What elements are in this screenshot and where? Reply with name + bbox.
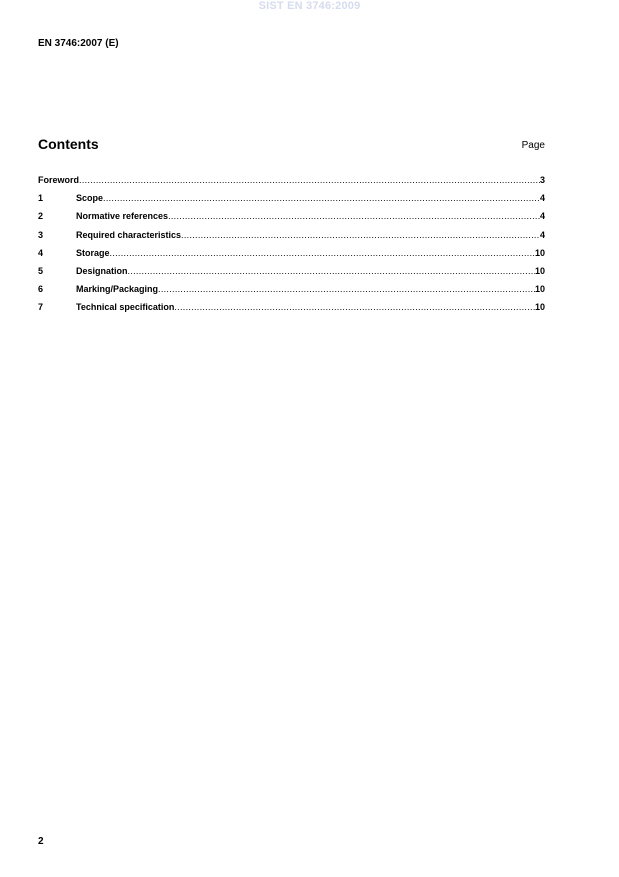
dot-leader <box>174 302 535 313</box>
toc-entry-page: 3 <box>539 175 545 185</box>
toc-entry-technical-specification[interactable] <box>38 302 545 320</box>
toc-entry-number: 5 <box>38 265 44 276</box>
toc-entry-title: Storage <box>76 247 110 258</box>
dot-leader <box>168 211 540 222</box>
toc-entry-required-characteristics[interactable] <box>38 230 545 248</box>
toc-entry-page: 10 <box>534 302 545 313</box>
table-of-contents <box>38 175 545 321</box>
dot-leader <box>103 193 540 204</box>
toc-entry-scope[interactable] <box>38 193 545 211</box>
dot-leader <box>128 266 535 277</box>
toc-entry-title: Marking/Packaging <box>76 284 159 295</box>
toc-entry-number: 6 <box>38 284 44 295</box>
toc-entry-storage[interactable] <box>38 248 545 266</box>
toc-entry-number: 7 <box>38 302 44 313</box>
toc-entry-normative-references[interactable] <box>38 211 545 229</box>
toc-entry-title: Foreword <box>38 175 80 185</box>
toc-entry-marking-packaging[interactable] <box>38 284 545 302</box>
dot-leader <box>181 230 540 241</box>
dot-leader <box>110 248 535 259</box>
toc-entry-title: Scope <box>76 193 104 204</box>
toc-entry-designation[interactable] <box>38 266 545 284</box>
toc-entry-page: 10 <box>534 247 545 258</box>
contents-title: Contents <box>38 136 99 152</box>
toc-entry-number: 3 <box>38 229 44 240</box>
document-id: EN 3746:2007 (E) <box>38 38 119 49</box>
toc-entry-foreword[interactable] <box>38 175 545 193</box>
toc-entry-page: 10 <box>534 265 545 276</box>
toc-entry-page: 10 <box>534 284 545 295</box>
page-column-label: Page <box>521 140 545 151</box>
toc-entry-page: 4 <box>539 193 545 204</box>
toc-entry-page: 4 <box>539 229 545 240</box>
toc-entry-title: Required characteristics <box>76 229 182 240</box>
toc-entry-page: 4 <box>539 211 545 222</box>
toc-entry-number: 2 <box>38 211 44 222</box>
toc-entry-title: Technical specification <box>76 302 175 313</box>
toc-entry-number: 1 <box>38 193 44 204</box>
toc-entry-title: Normative references <box>76 211 169 222</box>
page-number: 2 <box>38 836 44 847</box>
dot-leader <box>158 284 535 295</box>
dot-leader <box>79 175 540 186</box>
watermark: SIST EN 3746:2009 <box>258 0 361 12</box>
toc-entry-number: 4 <box>38 247 44 258</box>
toc-entry-title: Designation <box>76 265 128 276</box>
